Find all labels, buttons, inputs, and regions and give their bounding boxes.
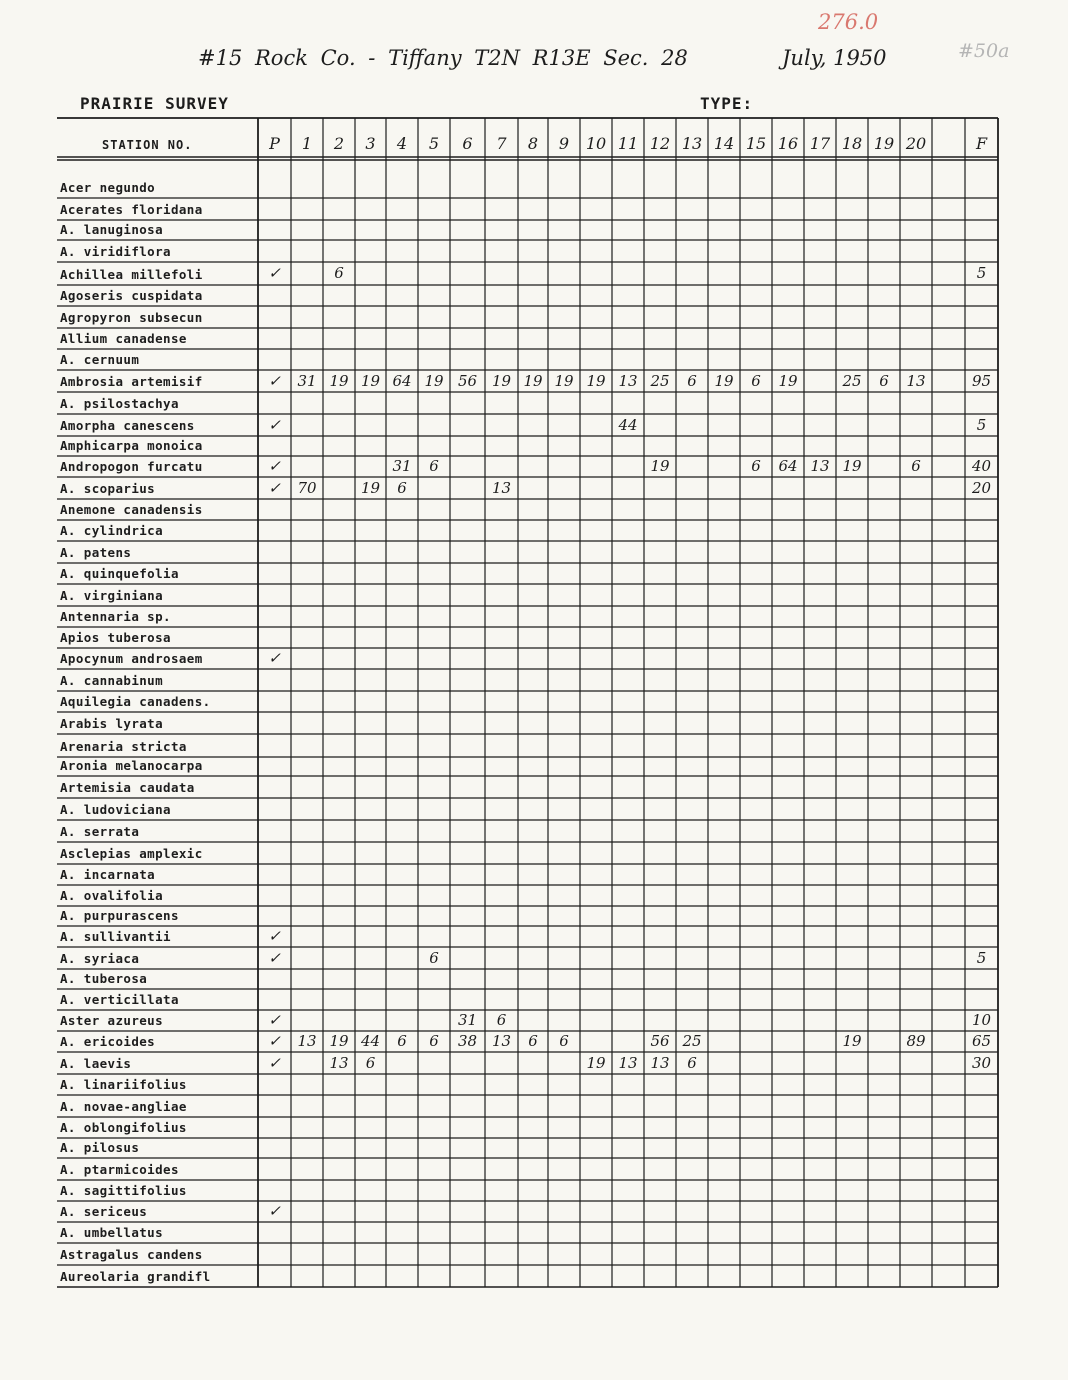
tally-entry: 13 <box>650 1054 670 1072</box>
tally-entry: 13 <box>618 372 638 390</box>
tally-entry: ✓ <box>268 416 281 434</box>
tally-entry: 19 <box>523 372 543 390</box>
column-header: 19 <box>873 134 895 153</box>
tally-entry: 6 <box>429 1032 439 1050</box>
tally-entry: 6 <box>751 457 761 475</box>
tally-entry: 6 <box>397 1032 407 1050</box>
species-name: A. cernuum <box>60 352 140 367</box>
column-header: 5 <box>428 134 440 153</box>
species-name: Arenaria stricta <box>60 739 187 754</box>
survey-date: July, 1950 <box>782 46 887 70</box>
species-name: A. ovalifolia <box>60 888 164 903</box>
species-name: A. psilostachya <box>60 396 179 411</box>
column-header: 1 <box>301 134 313 153</box>
tally-entry: 19 <box>360 372 381 390</box>
column-header: 15 <box>745 134 767 153</box>
species-name: A. tuberosa <box>60 971 148 986</box>
type-label: TYPE: <box>700 94 754 113</box>
column-header: 16 <box>777 134 799 153</box>
tally-entry: 89 <box>906 1032 926 1050</box>
tally-entry: 6 <box>559 1032 569 1050</box>
tally-entry: ✓ <box>268 1054 281 1072</box>
sheet-number: 276.0 <box>818 10 879 34</box>
site-header: #15 Rock Co. - Tiffany T2N R13E Sec. 28 <box>198 46 688 70</box>
column-header: 10 <box>585 134 607 153</box>
tally-entry: 6 <box>496 1011 507 1029</box>
species-name: Ambrosia artemisif <box>60 374 203 389</box>
species-name: A. patens <box>60 545 132 560</box>
species-name: Artemisia caudata <box>60 780 195 795</box>
species-name: A. ptarmicoides <box>60 1162 179 1177</box>
tally-entry: 65 <box>971 1032 992 1050</box>
tally-entry: 6 <box>429 949 439 967</box>
species-name: A. scoparius <box>60 481 156 496</box>
tally-entry: 19 <box>424 372 444 390</box>
species-name: Anemone canadensis <box>60 502 203 517</box>
species-name: Antennaria sp. <box>60 609 171 624</box>
tally-entry: ✓ <box>268 1011 281 1029</box>
tally-entry: 6 <box>397 479 407 497</box>
species-name: Apios tuberosa <box>60 630 171 645</box>
tally-entry: 44 <box>360 1032 381 1050</box>
tally-entry: 13 <box>618 1054 638 1072</box>
species-name: Aster azureus <box>60 1013 164 1028</box>
species-name: Acer negundo <box>60 180 156 195</box>
tally-entry: ✓ <box>268 264 281 282</box>
species-name: A. cannabinum <box>60 673 164 688</box>
species-name: Aquilegia canadens. <box>60 694 211 709</box>
species-name: A. ludoviciana <box>60 802 171 817</box>
column-header: 13 <box>681 134 703 153</box>
tally-entry: 6 <box>528 1032 538 1050</box>
tally-entry: ✓ <box>268 927 281 945</box>
tally-entry: 10 <box>971 1011 992 1029</box>
species-name: Arabis lyrata <box>60 716 164 731</box>
species-name: Aureolaria grandifl <box>60 1269 211 1284</box>
tally-entry: 6 <box>365 1054 376 1072</box>
species-name: A. pilosus <box>60 1140 140 1155</box>
species-name: A. purpurascens <box>60 908 179 923</box>
tally-entry: 40 <box>971 457 992 475</box>
species-name: A. virginiana <box>60 588 164 603</box>
tally-entry: 64 <box>392 372 412 390</box>
tally-entry: 13 <box>491 1032 512 1050</box>
species-name: Asclepias amplexic <box>60 846 203 861</box>
species-name: A. sagittifolius <box>60 1183 187 1198</box>
column-header: 12 <box>649 134 671 153</box>
tally-entry: 6 <box>687 1054 697 1072</box>
tally-entry: 19 <box>842 1032 862 1050</box>
tally-entry: 6 <box>879 372 889 390</box>
species-name: A. linariifolius <box>60 1077 187 1092</box>
species-name: Apocynum androsaem <box>60 651 203 666</box>
tally-entry: 6 <box>687 372 697 390</box>
tally-entry: ✓ <box>268 457 281 475</box>
tally-entry: 44 <box>618 416 638 434</box>
tally-entry: 25 <box>842 372 862 390</box>
tally-entry: 56 <box>457 372 478 390</box>
tally-entry: 13 <box>329 1054 349 1072</box>
species-name: A. oblongifolius <box>60 1120 187 1135</box>
tally-entry: ✓ <box>268 372 281 390</box>
tally-entry: 13 <box>810 457 830 475</box>
form-title: PRAIRIE SURVEY <box>80 94 229 113</box>
species-name: A. sullivantii <box>60 929 171 944</box>
column-header: 6 <box>462 134 473 153</box>
column-header: 11 <box>617 134 639 153</box>
column-header: 14 <box>713 134 735 153</box>
tally-entry: 19 <box>586 372 606 390</box>
column-header: F <box>975 134 988 153</box>
tally-entry: 6 <box>429 457 439 475</box>
tally-entry: ✓ <box>268 479 281 497</box>
column-header: 4 <box>396 134 408 153</box>
tally-entry: 19 <box>586 1054 606 1072</box>
tally-entry: 31 <box>392 457 412 475</box>
tally-entry: 6 <box>911 457 921 475</box>
tally-entry: 19 <box>554 372 574 390</box>
species-name: Acerates floridana <box>60 202 203 217</box>
species-name: A. serrata <box>60 824 140 839</box>
tally-entry: 5 <box>976 416 987 434</box>
tally-entry: 5 <box>976 949 987 967</box>
tally-entry: 19 <box>714 372 734 390</box>
column-header: 9 <box>558 134 570 153</box>
tally-entry: 19 <box>360 479 381 497</box>
species-name: Andropogon furcatu <box>60 459 203 474</box>
station-number-label: STATION NO. <box>102 138 193 152</box>
species-name: A. viridiflora <box>60 244 171 259</box>
tally-entry: 6 <box>751 372 761 390</box>
tally-entry: 13 <box>297 1032 317 1050</box>
tally-entry: 25 <box>650 372 670 390</box>
column-header: 2 <box>333 134 345 153</box>
column-header: 17 <box>809 134 831 153</box>
tally-entry: 19 <box>842 457 862 475</box>
tally-entry: 38 <box>457 1032 478 1050</box>
species-name: A. laevis <box>60 1056 132 1071</box>
tally-entry: 64 <box>778 457 798 475</box>
column-header: 8 <box>527 134 539 153</box>
species-name: A. syriaca <box>60 951 140 966</box>
species-name: A. cylindrica <box>60 523 164 538</box>
species-name: A. sericeus <box>60 1204 148 1219</box>
tally-entry: 56 <box>650 1032 670 1050</box>
tally-entry: ✓ <box>268 1202 281 1220</box>
species-name: Allium canadense <box>60 331 187 346</box>
tally-entry: 70 <box>297 479 317 497</box>
tally-entry: 19 <box>491 372 512 390</box>
column-header: P <box>269 134 280 153</box>
tally-entry: ✓ <box>268 1032 281 1050</box>
species-name: A. lanuginosa <box>60 222 164 237</box>
species-name: Agoseris cuspidata <box>60 288 203 303</box>
tally-entry: 19 <box>329 1032 349 1050</box>
tally-entry: 19 <box>778 372 798 390</box>
column-header <box>932 126 965 162</box>
tally-entry: 25 <box>682 1032 702 1050</box>
tally-entry: 30 <box>971 1054 992 1072</box>
tally-entry: 5 <box>976 264 987 282</box>
column-header: 20 <box>905 134 927 153</box>
species-name: A. umbellatus <box>60 1225 164 1240</box>
corner-mark: #50a <box>958 40 1010 62</box>
tally-entry: 31 <box>457 1011 478 1029</box>
species-name: Amorpha canescens <box>60 418 195 433</box>
species-name: Achillea millefoli <box>60 267 203 282</box>
tally-entry: 6 <box>334 264 344 282</box>
species-name: Astragalus candens <box>60 1247 203 1262</box>
tally-entry: ✓ <box>268 649 281 667</box>
species-name: A. quinquefolia <box>60 566 179 581</box>
tally-entry: ✓ <box>268 949 281 967</box>
species-name: Amphicarpa monoica <box>60 438 203 453</box>
species-name: A. incarnata <box>60 867 156 882</box>
tally-entry: 95 <box>971 372 992 390</box>
species-name: A. novae-angliae <box>60 1099 187 1114</box>
tally-entry: 20 <box>971 479 992 497</box>
species-name: A. verticillata <box>60 992 179 1007</box>
species-name: A. ericoides <box>60 1034 156 1049</box>
tally-entry: 19 <box>650 457 670 475</box>
column-header: 18 <box>841 134 863 153</box>
species-name: Aronia melanocarpa <box>60 758 203 773</box>
tally-entry: 19 <box>329 372 349 390</box>
tally-entry: 31 <box>297 372 317 390</box>
column-header: 3 <box>365 134 376 153</box>
column-header: 7 <box>496 134 507 153</box>
species-name: Agropyron subsecun <box>60 310 203 325</box>
tally-entry: 13 <box>906 372 926 390</box>
tally-entry: 13 <box>491 479 512 497</box>
